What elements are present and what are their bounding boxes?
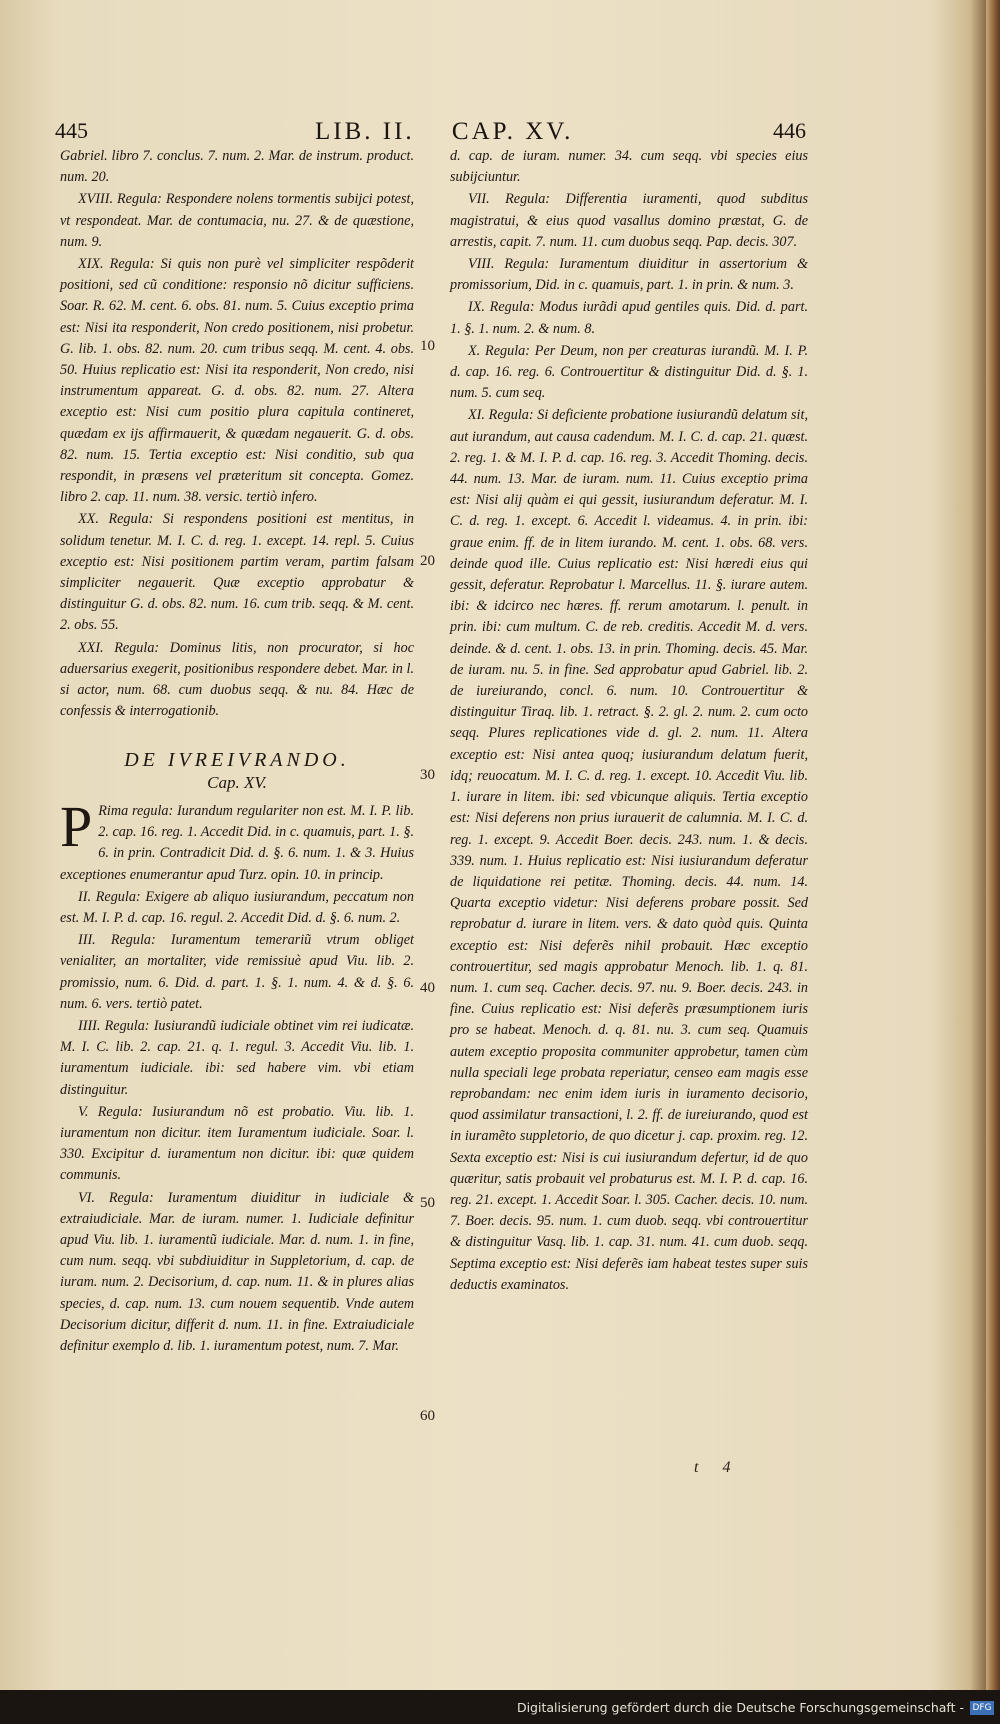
first-paragraph-text: Rima regula: Iurandum regulariter non est. M. I. P. lib. 2. cap. 16. reg. 1. Accedit Did. in c. quamuis, part. 1. §. 6. in prin. Contradicit Did. d. §. 6. num. 1. & 3. Huius exceptiones enumerantur apud Turz. opin. 10. in princip.: [60, 802, 414, 883]
first-paragraph: [60, 793, 414, 886]
paragraph: XX. Regula: Si respondens positioni est mentitus, in solidum tenetur. M. I. C. d. reg. 1. except. 14. repl. 5. Cuius exceptio est: Nisi positionem partim veram, partim falsam simpliciter negauerit. Quæ exceptio approbatur & distinguitur G. d. obs. 82. num. 16. cum trib. seqq. & M. cent. 2. obs. 55.: [60, 511, 414, 634]
paragraph: XVIII. Regula: Respondere nolens tormentis subijci potest, vt respondeat. Mar. de contumacia, nu. 27. & de quæstione, num. 9.: [60, 191, 414, 250]
page-number-left: 445: [55, 118, 88, 143]
running-title: [315, 118, 573, 146]
paragraph: IIII. Regula: Iusiurandũ iudiciale obtinet vim rei iudicatæ. M. I. C. lib. 2. cap. 21. q. 1. regul. 3. Accedit Viu. lib. 1. iuramentum iudiciale. ibi: sed habere vim. vbi etiam distinguitur.: [60, 1017, 414, 1098]
margin-line-number: 20: [420, 553, 435, 569]
footer-credit: Digitalisierung gefördert durch die Deutsche Forschungsgemeinschaft -: [516, 1700, 964, 1715]
paragraph: IX. Regula: Modus iurãdi apud gentiles quis. Did. d. part. 1. §. 1. num. 2. & num. 8.: [450, 299, 808, 337]
paragraph: XXI. Regula: Dominus litis, non procurator, si hoc aduersarius exegerit, positionibus respondere debet. Mar. in l. si actor, num. 68. cum duobus seqq. & nu. 84. Hæc de confessis & interrogationib.: [60, 639, 414, 720]
right-text-column: [450, 146, 808, 1297]
section-title: DE IVREIVRANDO.: [124, 749, 350, 772]
running-title-chapter: CAP. XV.: [451, 118, 574, 145]
dfg-logo-icon: DFG: [970, 1701, 994, 1715]
margin-line-number: 10: [420, 338, 435, 354]
digitization-footer: [0, 1690, 1000, 1724]
paragraph: III. Regula: Iuramentum temerariũ vtrum obliget venialiter, an mortaliter, vide remissiuè apud Viu. lib. 2. promissio, num. 6. Did. d. part. 1. §. 1. num. 4. & d. §. 6. num. 6. vers. tertiò patet.: [60, 932, 414, 1012]
section-chapter: Cap. XV.: [207, 772, 267, 792]
paragraph: VII. Regula: Differentia iuramenti, quod subditus magistratui, & eius quod vasallus domino præstat, G. de arrestis, capit. 7. num. 11. cum duobus seqq. Pap. decis. 307.: [450, 191, 808, 250]
paragraph: V. Regula: Iusiurandum nõ est probatio. Viu. lib. 1. iuramentum non dicitur. item Iuramentum iudiciale. Soar. l. 330. Excipitur d. iuramentum non dicitur. ibi: quæ quidem communis.: [60, 1103, 414, 1184]
book-page-edge: [986, 0, 1000, 1724]
paragraph: II. Regula: Exigere ab aliquo iusiurandum, peccatum non est. M. I. P. d. cap. 16. regul. 2. Accedit Did. d. §. 6. num. 2.: [60, 888, 414, 926]
drop-cap: P: [60, 793, 93, 859]
left-text-column: [60, 146, 414, 1358]
paragraph: VIII. Regula: Iuramentum diuiditur in assertorium & promissorium, Did. in c. quamuis, part. 1. in prin. & num. 3.: [450, 256, 808, 294]
paragraph: XI. Regula: Si deficiente probatione iusiurandũ delatum sit, aut iurandum, aut causa cadendum. M. I. C. d. cap. 21. quæst. 2. reg. 1. & M. I. P. d. cap. 16. reg. 3. Accedit Thoming. decis. 44. num. 13. Mar. de iuram. num. 11. Cuius exceptio prima est: Nisi alij quàm ei qui gessit, iusiurandum deferatur. M. I. C. d. reg. 1. except. 6. Accedit l. videamus. 4. in prin. ibi: graue enim. ff. de in litem iurando. M. cent. 1. obs. 68. vers. deinde quod ille. Cuius replicatio est: Nisi hæredi eius qui gessit, deferatur. Reprobatur l. Marcellus. 11. §. iurare autem. ibi: & idcirco nec hæres. ff. rerum amotarum. l. penult. in prin. ibi: cum multum. C. de reb. creditis. Accedit M. d. vers. deinde. & d. cent. 1. obs. 13. in prin. Thoming. decis. 45. Mar. de iuram. nu. 5. in fine. Sed approbatur apud Gabriel. lib. 2. de iureiurando, concl. 6. num. 10. Controuertitur & distinguitur Tiraq. lib. 1. retract. §. 2. gl. 2. num. 2. cum octo seqq. Plures replicationes vide d. gl. 2. num. 11. Altera exceptio est: Nisi antea quoq; iusiurandum delatum fuerit, idq; reuocatum. M. I. C. d. reg. 1. except. 10. Accedit Viu. lib. 1. iurare in litem. ibi: sed vbicunque aliquis. Tertia exceptio est: Nisi deferens non prius iurauerit de calumnia. M. I. C. d. reg. 1. except. 9. Accedit Boer. decis. 243. num. 1. & decis. 339. num. 1. Huius replicatio est: Nisi iusiurandum deferatur de liquidatione rei petitæ. Thoming. decis. 44. num. 14. Quarta exceptio videtur: Nisi deferens probare possit. Sed reprobatur d. iurare in litem. vers. & dato quòd quis. Quinta exceptio est: Nisi deferẽs nihil probauit. Hæc exceptio controuertitur, sed magis approbatur Menoch. lib. 1. q. 81. num. 1. cum seq. Cacher. decis. 97. nu. 9. Boer. decis. 243. in fine. Cuius replicatio est: Nisi deferẽs præsumptionem iuris pro se habeat. Menoch. d. q. 81. nu. 3. cum seq. Quamuis autem exceptio proposita communiter approbetur, tamen cùm nulla speciali lege probata reperiatur, censeo eam magis esse reprobandam: nec enim idem iuris in iuramento decisorio, quod assimilatur transactioni, l. 2. ff. de iureiurando, quod est in iuramẽto suppletorio, de quo dicetur j. cap. proxim. reg. 12. Sexta exceptio est: Nisi is cui iusiurandum defertur, id de quo quæritur, satis probauit vel probaturus est. M. I. P. d. cap. 16. reg. 21. except. 1. Accedit Soar. l. 305. Cacher. decis. 10. num. 7. Boer. decis. 95. num. 1. cum duob. seqq. vbi controuertitur & distinguitur Vasq. lib. 1. cap. 31. num. 41. cum duob. seqq. Septima exceptio est: Nisi deferẽs iam habeat testes super suis deductis examinatos.: [450, 407, 808, 1293]
margin-line-number: 50: [420, 1195, 435, 1211]
margin-line-number: 30: [420, 767, 435, 783]
paragraph: Gabriel. libro 7. conclus. 7. num. 2. Mar. de instrum. product. num. 20.: [60, 148, 414, 186]
signature-mark: t 4: [694, 1459, 741, 1476]
page-number-right: 446: [773, 118, 806, 143]
margin-line-number: 60: [420, 1408, 435, 1424]
margin-line-number: 40: [420, 980, 435, 996]
paragraph: VI. Regula: Iuramentum diuiditur in iudiciale & extraiudiciale. Mar. de iuram. numer. 1. Iudiciale definitur apud Viu. lib. 1. iuramentũ iudiciale. Mar. d. num. 1. in fine, cum num. seqq. vbi subdiuiditur in Suppletorium, d. cap. de iuram. num. 2. Decisorium, d. cap. num. 11. & in plures alias species, d. cap. num. 13. cum nouem sequentib. Vnde autem Decisorium dicitur, differit d. num. 11. in fine. Extraiudiciale definitur exemplo d. lib. 1. iuramentum potest, num. 7. Mar.: [60, 1189, 414, 1354]
running-title-book: LIB. II.: [315, 118, 415, 145]
paragraph: d. cap. de iuram. numer. 34. cum seqq. vbi species eius subijciuntur.: [450, 148, 808, 186]
paragraph: X. Regula: Per Deum, non per creaturas iurandũ. M. I. P. d. cap. 16. reg. 6. Controuertitur & distinguitur Did. d. §. 1. num. 5. cum seq.: [450, 342, 808, 402]
paragraph: XIX. Regula: Si quis non purè vel simpliciter respõderit positioni, sed cũ conditione: responsio nõ dicitur sufficiens. Soar. R. 62. M. cent. 6. obs. 81. num. 5. Cuius exceptio prima est: Nisi ita responderit, Non credo positionem, nisi probetur. G. lib. 1. obs. 82. num. 20. cum tribus seqq. M. cent. 4. obs. 50. Huius replicatio est: Nisi ita responderit, Non credo, nisi instrumentum appareat. G. d. obs. 82. num. 27. Altera exceptio est: Nisi cum positio plura capitula contineret, quædam ex ijs affirmauerit, & quædam negauerit. G. d. obs. 82. num. 15. Tertia exceptio est: Nisi conditio, sub qua respondit, in præsens vel præteritum sit concepta. Gomez. libro 2. cap. 11. num. 38. versic. tertiò infero.: [60, 256, 414, 506]
